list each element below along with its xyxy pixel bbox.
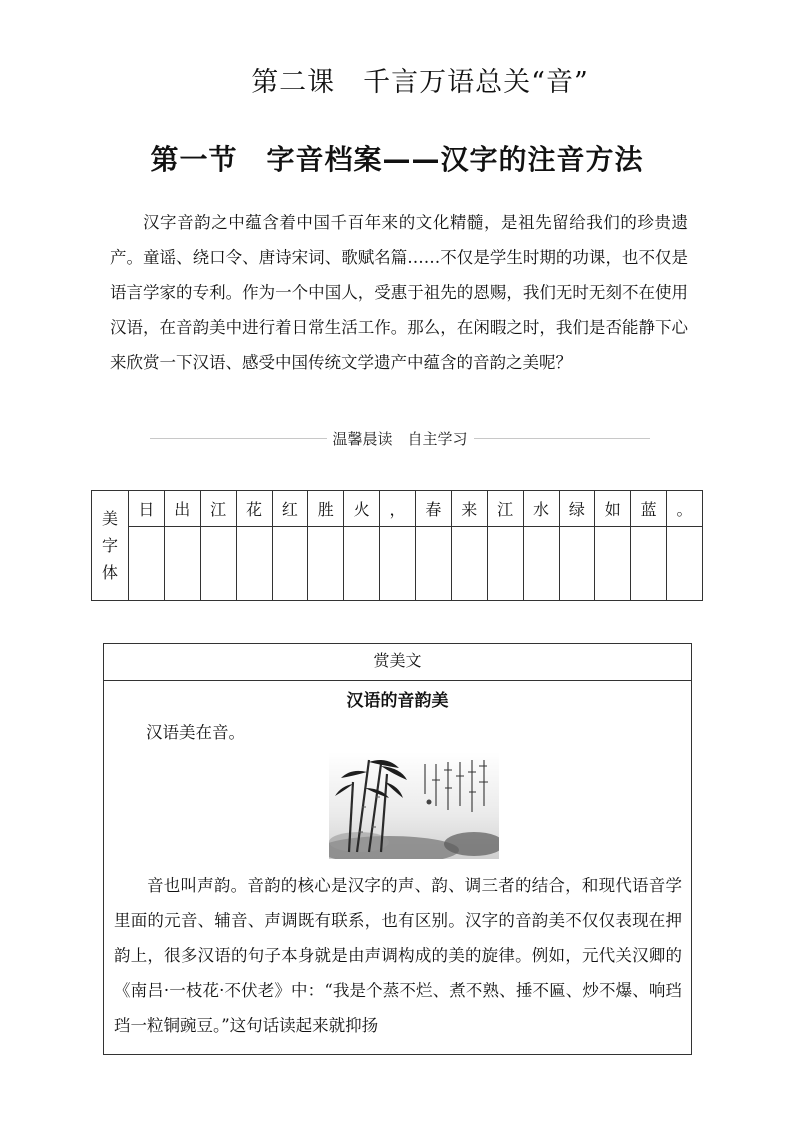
divider-label: 温馨晨读 自主学习 [332, 429, 468, 448]
grid-char-cell: 来 [451, 491, 487, 527]
grid-char-cell: 红 [272, 491, 308, 527]
grid-char-cell: 如 [595, 491, 631, 527]
practice-cell [344, 527, 380, 601]
practice-cell [559, 527, 595, 601]
box-header: 赏美文 [104, 644, 691, 681]
practice-cell [164, 527, 200, 601]
article-title: 汉语的音韵美 [346, 691, 449, 711]
grid-char-cell: 出 [164, 491, 200, 527]
grid-char-cell: 蓝 [631, 491, 667, 527]
practice-cell [631, 527, 667, 601]
divider-line-left [150, 438, 327, 439]
grid-char-cell: 花 [236, 491, 272, 527]
practice-cell [308, 527, 344, 601]
grid-label-char: 字 [101, 536, 118, 555]
article-paragraph: 音也叫声韵。音韵的核心是汉字的声、韵、调三者的结合，和现代语音学里面的元音、辅音、声调既有联系，也有区别。汉字的音韵美不仅仅表现在押韵上，很多汉语的句子本身就是由声调构成的美的旋律。例如，元代关汉卿的《南吕·一枝花·不伏老》中：“我是个蒸不烂、煮不熟、捶不匾、炒不爆、响珰珰一粒铜豌豆。”这句话读起来就抑扬 [114, 876, 682, 1035]
grid-char-cell: 春 [416, 491, 452, 527]
lesson-title: 第二课 千言万语总关“音” [251, 67, 589, 98]
grid-label-cell [92, 491, 129, 601]
grid-char-cell: 水 [523, 491, 559, 527]
practice-cell [380, 527, 416, 601]
practice-cell [200, 527, 236, 601]
grid-char-cell: ， [380, 491, 416, 527]
practice-cell [487, 527, 523, 601]
calligraphy-grid [91, 490, 703, 601]
article-first-line: 汉语美在音。 [146, 723, 245, 742]
grid-label-char: 体 [101, 563, 118, 582]
intro-section [110, 205, 688, 380]
intro-paragraph: 汉字音韵之中蕴含着中国千百年来的文化精髓，是祖先留给我们的珍贵遗产。童谣、绕口令、唐诗宋词、歌赋名篇……不仅是学生时期的功课，也不仅是语言学家的专利。作为一个中国人，受惠于祖先的恩赐，我们无时无刻不在使用汉语，在音韵美中进行着日常生活工作。那么，在闲暇之时，我们是否能静下心来欣赏一下汉语、感受中国传统文学遗产中蕴含的音韵之美呢？ [110, 213, 688, 372]
practice-cell [129, 527, 165, 601]
ink-bamboo-painting [329, 752, 499, 859]
practice-cell [523, 527, 559, 601]
grid-char-cell: 江 [200, 491, 236, 527]
section-divider [150, 428, 650, 448]
article-body [114, 868, 682, 1043]
practice-cell [667, 527, 703, 601]
grid-char-cell: 。 [667, 491, 703, 527]
grid-char-cell: 日 [129, 491, 165, 527]
practice-cell [416, 527, 452, 601]
section-title: 第一节 字音档案——汉字的注音方法 [150, 143, 644, 176]
grid-char-cell: 江 [487, 491, 523, 527]
divider-line-right [474, 438, 651, 439]
practice-cell [595, 527, 631, 601]
grid-char-cell: 火 [344, 491, 380, 527]
practice-cell [236, 527, 272, 601]
grid-row-practice [92, 527, 703, 601]
grid-char-cell: 胜 [308, 491, 344, 527]
grid-row-chars [92, 491, 703, 527]
practice-cell [272, 527, 308, 601]
appreciation-box [103, 643, 692, 1055]
grid-label-char: 美 [101, 509, 118, 528]
bamboo-painting-art [329, 752, 499, 859]
grid-char-cell: 绿 [559, 491, 595, 527]
practice-cell [451, 527, 487, 601]
